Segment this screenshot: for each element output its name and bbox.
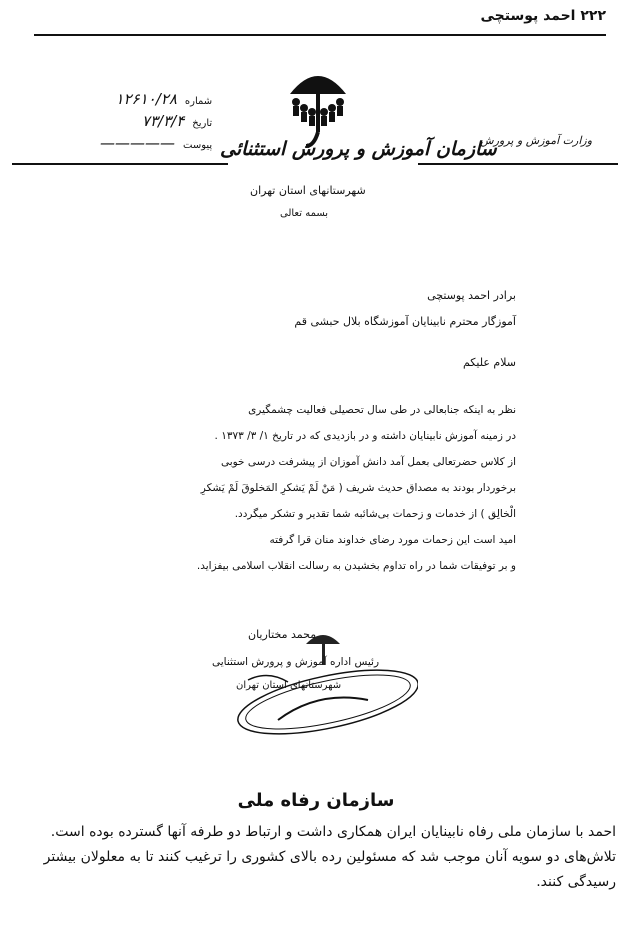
ref-number-label: شماره — [184, 96, 213, 107]
paragraph-line: رسیدگی کنند. — [536, 874, 616, 890]
letter-body — [156, 400, 516, 582]
ref-attachment-row: پیوست ————— — [100, 134, 213, 152]
header-rule — [34, 34, 606, 36]
greeting: سلام علیکم — [462, 356, 516, 369]
running-title: احمد پوستچی — [480, 8, 576, 24]
letter-body-line: و بر توفیقات شما در راه تداوم بخشیدن به رسالت انقلاب اسلامی بیفزاید. — [196, 560, 516, 572]
letter-body-line: امید است این زحمات مورد رضای خداوند منان قرا گرفته — [269, 534, 516, 546]
reference-block — [100, 90, 212, 156]
page-header — [480, 8, 606, 24]
ref-number-value: ۱۲۶۱۰/۲۸ — [115, 90, 177, 108]
letter-body-line: نظر به اینکه جنابعالی در طی سال تحصیلی فعالیت چشمگیری — [248, 404, 516, 416]
signatory-name: محمد مختاریان — [248, 628, 317, 641]
organization-title: سازمان آموزش و پرورش استثنائی — [220, 138, 497, 160]
ref-date-label: تاریخ — [192, 118, 213, 129]
ref-attachment-label: پیوست — [183, 140, 213, 151]
signatory-department: شهرستانهای استان تهران — [236, 680, 342, 691]
paragraph-line: تلاش‌های دو سویه آنان موجب شد که مسئولین رده بالای کشوری را ترغیب کنند تا به معلولان بیشتر — [43, 849, 616, 865]
section-title: سازمان رفاه ملی — [237, 790, 395, 811]
section-paragraph — [12, 820, 616, 895]
paragraph-line: احمد با سازمان ملی رفاه نابینایان ایران همکاری داشت و ارتباط دو طرفه آنها گسترده بوده است. — [50, 824, 616, 840]
subunit-name: شهرستانهای استان تهران — [250, 184, 366, 197]
letter-body-line: از کلاس حضرتعالی بعمل آمد دانش آموزان از پیشرفت درسی خوبی — [220, 456, 516, 468]
letter-body-line: برخوردار بودند به مصداق حدیث شریف ( مَنْ لَمْ یَشکرِ المَخلوقَ لَمْ یَشکرِ — [200, 482, 516, 494]
addressee-line-1: برادر احمد پوستچی — [427, 289, 516, 302]
ref-date-value: ۷۳/۳/۴ — [141, 112, 185, 130]
letter-body-line: الْخالِق ) از خدمات و زحمات بی‌شائبه شما تقدیر و تشکر میگردد. — [234, 508, 516, 520]
letter-body-line: در زمینه آموزش نابینایان داشته و در بازدیدی که در تاریخ ۱/ ۳/ ۱۳۷۳ . — [214, 430, 516, 442]
ref-date-row — [100, 112, 212, 134]
ministry-name: وزارت آموزش و پرورش — [480, 134, 592, 147]
page-number: ۲۲۲ — [580, 8, 606, 24]
invocation: بسمه تعالی — [280, 208, 329, 219]
signatory-title: رئیس اداره آموزش و پرورش استثنایی — [212, 656, 380, 668]
addressee-line-2: آموزگار محترم نابینایان آموزشگاه بلال حبشی قم — [294, 315, 516, 328]
letterhead-rule-right — [418, 163, 618, 165]
ref-number-row — [100, 90, 212, 112]
letterhead-rule-left — [12, 163, 228, 165]
